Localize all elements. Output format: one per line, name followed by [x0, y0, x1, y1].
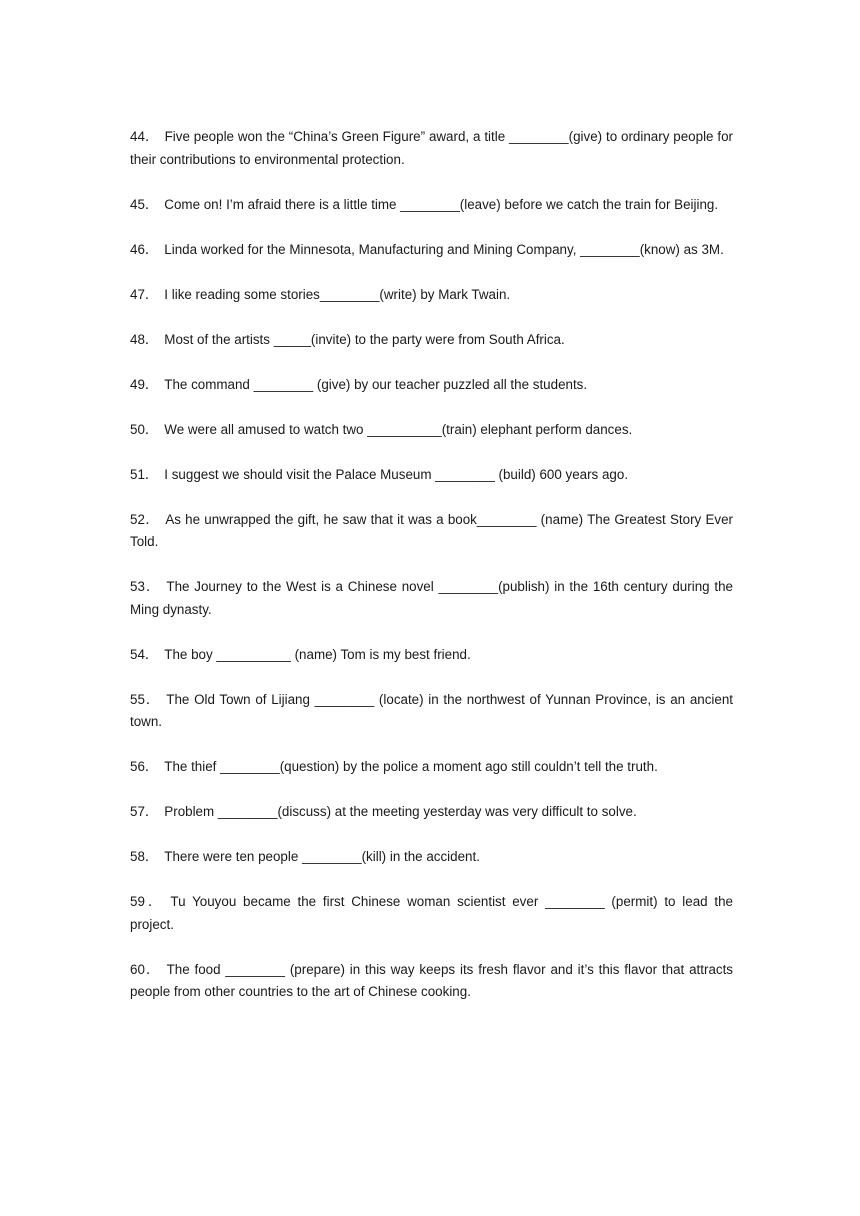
question-text: There were ten people ________(kill) in the accident. [164, 849, 480, 864]
question-46 [130, 239, 733, 262]
question-50 [130, 419, 733, 442]
question-45 [130, 194, 733, 217]
question-text: Come on! I’m afraid there is a little time ________(leave) before we catch the train for Beijing. [164, 196, 719, 212]
question-48 [130, 329, 733, 352]
question-text: Linda worked for the Minnesota, Manufacturing and Mining Company, ________(know) as 3M. [164, 241, 724, 257]
question-text: The food ________ (prepare) in this way keeps its fresh flavor and it’s this flavor that attracts people from other countries to the art of Chinese cooking. [130, 961, 733, 999]
question-text: I suggest we should visit the Palace Museum ________ (build) 600 years ago. [164, 466, 629, 482]
question-60 [130, 959, 733, 1004]
question-text: The boy __________ (name) Tom is my best friend. [164, 646, 471, 662]
question-text: Most of the artists _____(invite) to the party were from South Africa. [164, 331, 565, 347]
question-57 [130, 801, 733, 824]
question-number: 54． [130, 646, 159, 662]
worksheet-page [130, 126, 733, 1026]
question-text: The command ________ (give) by our teacher puzzled all the students. [164, 376, 588, 392]
question-number: 50． [130, 421, 159, 437]
question-55 [130, 689, 733, 734]
question-44 [130, 126, 733, 171]
question-52 [130, 509, 733, 554]
question-text: Tu Youyou became the first Chinese woman scientist ever ________ (permit) to lead the project. [130, 894, 733, 932]
question-47 [130, 284, 733, 307]
question-number: 45． [130, 196, 159, 212]
question-number: 57． [130, 804, 159, 819]
question-54 [130, 644, 733, 667]
question-number: 59． [130, 894, 165, 909]
question-59 [130, 891, 733, 936]
question-49 [130, 374, 733, 397]
question-number: 47． [130, 286, 159, 302]
question-number: 49． [130, 376, 159, 392]
question-text: Problem ________(discuss) at the meeting yesterday was very difficult to solve. [164, 804, 637, 819]
question-text: The thief ________(question) by the police a moment ago still couldn’t tell the truth. [164, 759, 658, 774]
question-number: 56． [130, 759, 159, 774]
question-number: 44． [130, 129, 159, 144]
question-number: 46． [130, 241, 159, 257]
question-51 [130, 464, 733, 487]
question-text: As he unwrapped the gift, he saw that it was a book________ (name) The Greatest Story Ever Told. [130, 511, 733, 549]
question-number: 55． [130, 691, 161, 707]
question-text: The Journey to the West is a Chinese novel ________(publish) in the 16th century during the Ming dynasty. [130, 579, 733, 617]
question-number: 53． [130, 579, 161, 594]
question-56 [130, 756, 733, 779]
question-number: 60． [130, 961, 161, 977]
question-text: We were all amused to watch two __________(train) elephant perform dances. [164, 421, 633, 437]
question-text: I like reading some stories________(write) by Mark Twain. [164, 286, 511, 302]
question-number: 52． [130, 511, 160, 527]
question-number: 48． [130, 331, 159, 347]
question-53 [130, 576, 733, 621]
question-58 [130, 846, 733, 869]
question-text: The Old Town of Lijiang ________ (locate) in the northwest of Yunnan Province, is an ancient town. [130, 691, 733, 729]
question-text: Five people won the “China’s Green Figure” award, a title ________(give) to ordinary people for their contributions to environmental protection. [130, 129, 733, 167]
question-number: 58． [130, 849, 159, 864]
question-number: 51． [130, 466, 159, 482]
